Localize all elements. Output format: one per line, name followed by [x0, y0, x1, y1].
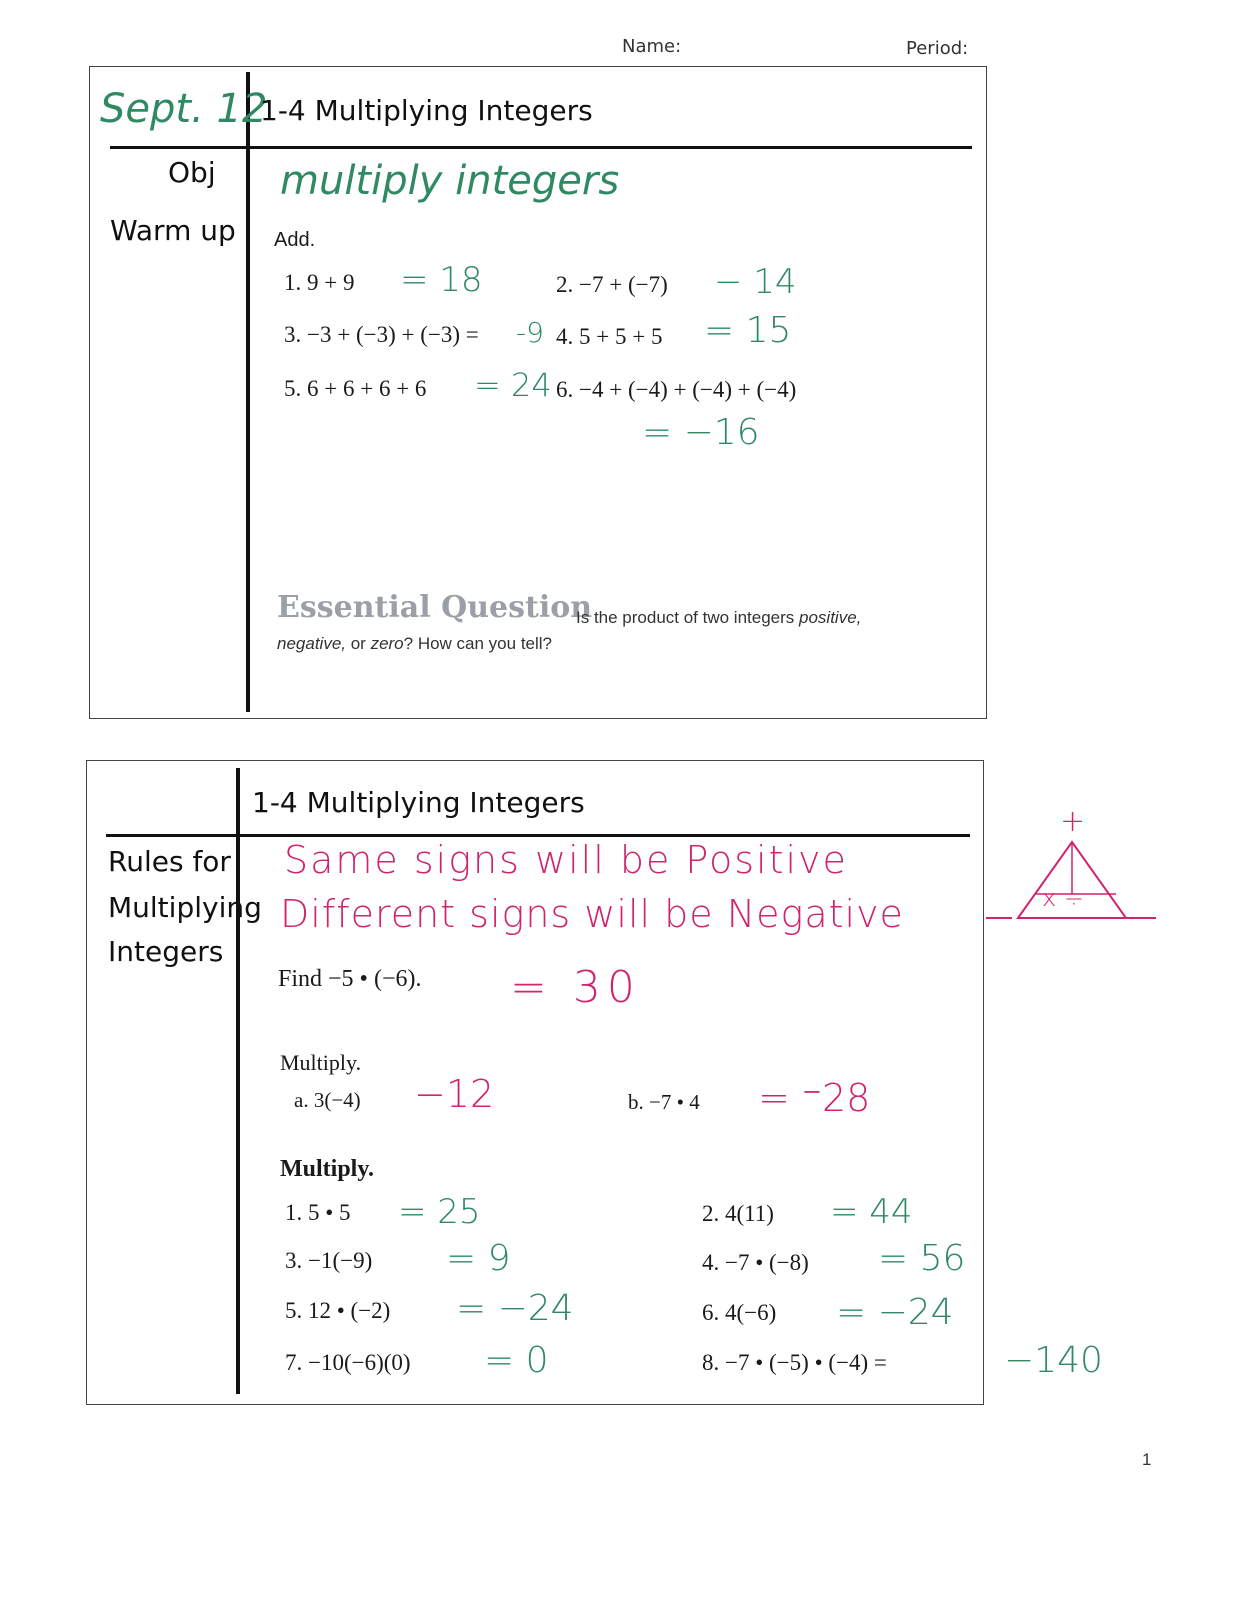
exercise-8: 8. −7 • (−5) • (−4) =: [702, 1350, 887, 1375]
essential-question-heading: Essential Question: [277, 590, 593, 625]
example-b: b. −7 • 4: [628, 1090, 700, 1114]
exercise-7: 7. −10(−6)(0): [285, 1350, 411, 1375]
warmup-problem-3: 3. −3 + (−3) + (−3) =: [284, 322, 479, 347]
find-problem: Find −5 • (−6).: [278, 966, 422, 992]
exercise-4-answer: = 56: [878, 1238, 966, 1279]
exercise-8-answer: −140: [1004, 1340, 1103, 1381]
example-a: a. 3(−4): [294, 1088, 361, 1112]
essential-line2-d: ? How can you tell?: [403, 634, 553, 653]
exercise-7-answer: = 0: [484, 1340, 549, 1381]
essential-line1-b: positive,: [799, 608, 862, 627]
essential-line2-c: zero: [370, 634, 404, 653]
warmup-answer-2: − 14: [714, 262, 797, 302]
warmup-answer-1: = 18: [400, 260, 483, 300]
add-label: Add.: [274, 229, 316, 251]
note2-divider-horizontal: [106, 834, 970, 837]
multiply-label-1: Multiply.: [280, 1050, 362, 1075]
exercise-3: 3. −1(−9): [285, 1248, 373, 1273]
period-label: Period:: [906, 38, 969, 59]
obj-label: Obj: [168, 156, 216, 189]
warmup-answer-3: -9: [516, 316, 544, 349]
triangle-times-divide: x ÷: [1042, 884, 1084, 912]
essential-question-line2: [277, 634, 552, 654]
note1-title: 1-4 Multiplying Integers: [260, 94, 593, 127]
essential-line2-b: or: [346, 634, 371, 653]
rules-label-line1: Rules for: [108, 845, 231, 878]
warmup-problem-1: 1. 9 + 9: [284, 270, 355, 295]
warmup-problem-6: 6. −4 + (−4) + (−4) + (−4): [556, 377, 797, 402]
warmup-problem-5: 5. 6 + 6 + 6 + 6: [284, 376, 427, 401]
warmup-answer-6: = −16: [642, 412, 760, 453]
warmup-label: Warm up: [110, 214, 236, 247]
warmup-problem-4: 4. 5 + 5 + 5: [556, 324, 663, 349]
example-a-answer: −12: [414, 1072, 495, 1116]
exercise-1: 1. 5 • 5: [285, 1200, 351, 1225]
note1-divider-horizontal: [110, 146, 972, 149]
rules-label-line3: Integers: [108, 935, 224, 968]
objective-text: multiply integers: [280, 158, 620, 204]
example-b-answer: = ⁻28: [758, 1076, 871, 1120]
essential-line1-a: Is the product of two integers: [576, 608, 800, 627]
rule-same-signs: Same signs will be Positive: [284, 838, 848, 882]
exercise-3-answer: = 9: [446, 1238, 511, 1279]
rules-label-line2: Multiplying: [108, 891, 262, 924]
note2-title: 1-4 Multiplying Integers: [252, 786, 585, 819]
page-number: 1: [1142, 1450, 1152, 1469]
find-answer: = 30: [510, 962, 641, 1013]
note1-divider-vertical: [246, 72, 250, 712]
exercise-6: 6. 4(−6): [702, 1300, 777, 1325]
exercise-2: 2. 4(11): [702, 1201, 774, 1226]
essential-question-line1: [576, 608, 861, 628]
note1-date: Sept. 12: [100, 86, 268, 132]
name-label: Name:: [622, 36, 682, 57]
exercise-5-answer: = −24: [456, 1288, 574, 1329]
warmup-answer-4: = 15: [704, 310, 792, 351]
essential-line2-a: negative,: [277, 634, 346, 653]
multiply-label-2: Multiply.: [280, 1156, 375, 1182]
exercise-2-answer: = 44: [830, 1192, 913, 1232]
warmup-problem-2: 2. −7 + (−7): [556, 272, 668, 297]
triangle-plus: +: [1060, 804, 1086, 839]
exercise-1-answer: = 25: [398, 1192, 481, 1232]
exercise-6-answer: = −24: [836, 1292, 954, 1333]
warmup-answer-5: = 24: [474, 366, 552, 404]
rule-different-signs: Different signs will be Negative: [280, 892, 904, 936]
note2-divider-vertical: [236, 768, 240, 1394]
exercise-5: 5. 12 • (−2): [285, 1298, 391, 1323]
exercise-4: 4. −7 • (−8): [702, 1250, 809, 1275]
